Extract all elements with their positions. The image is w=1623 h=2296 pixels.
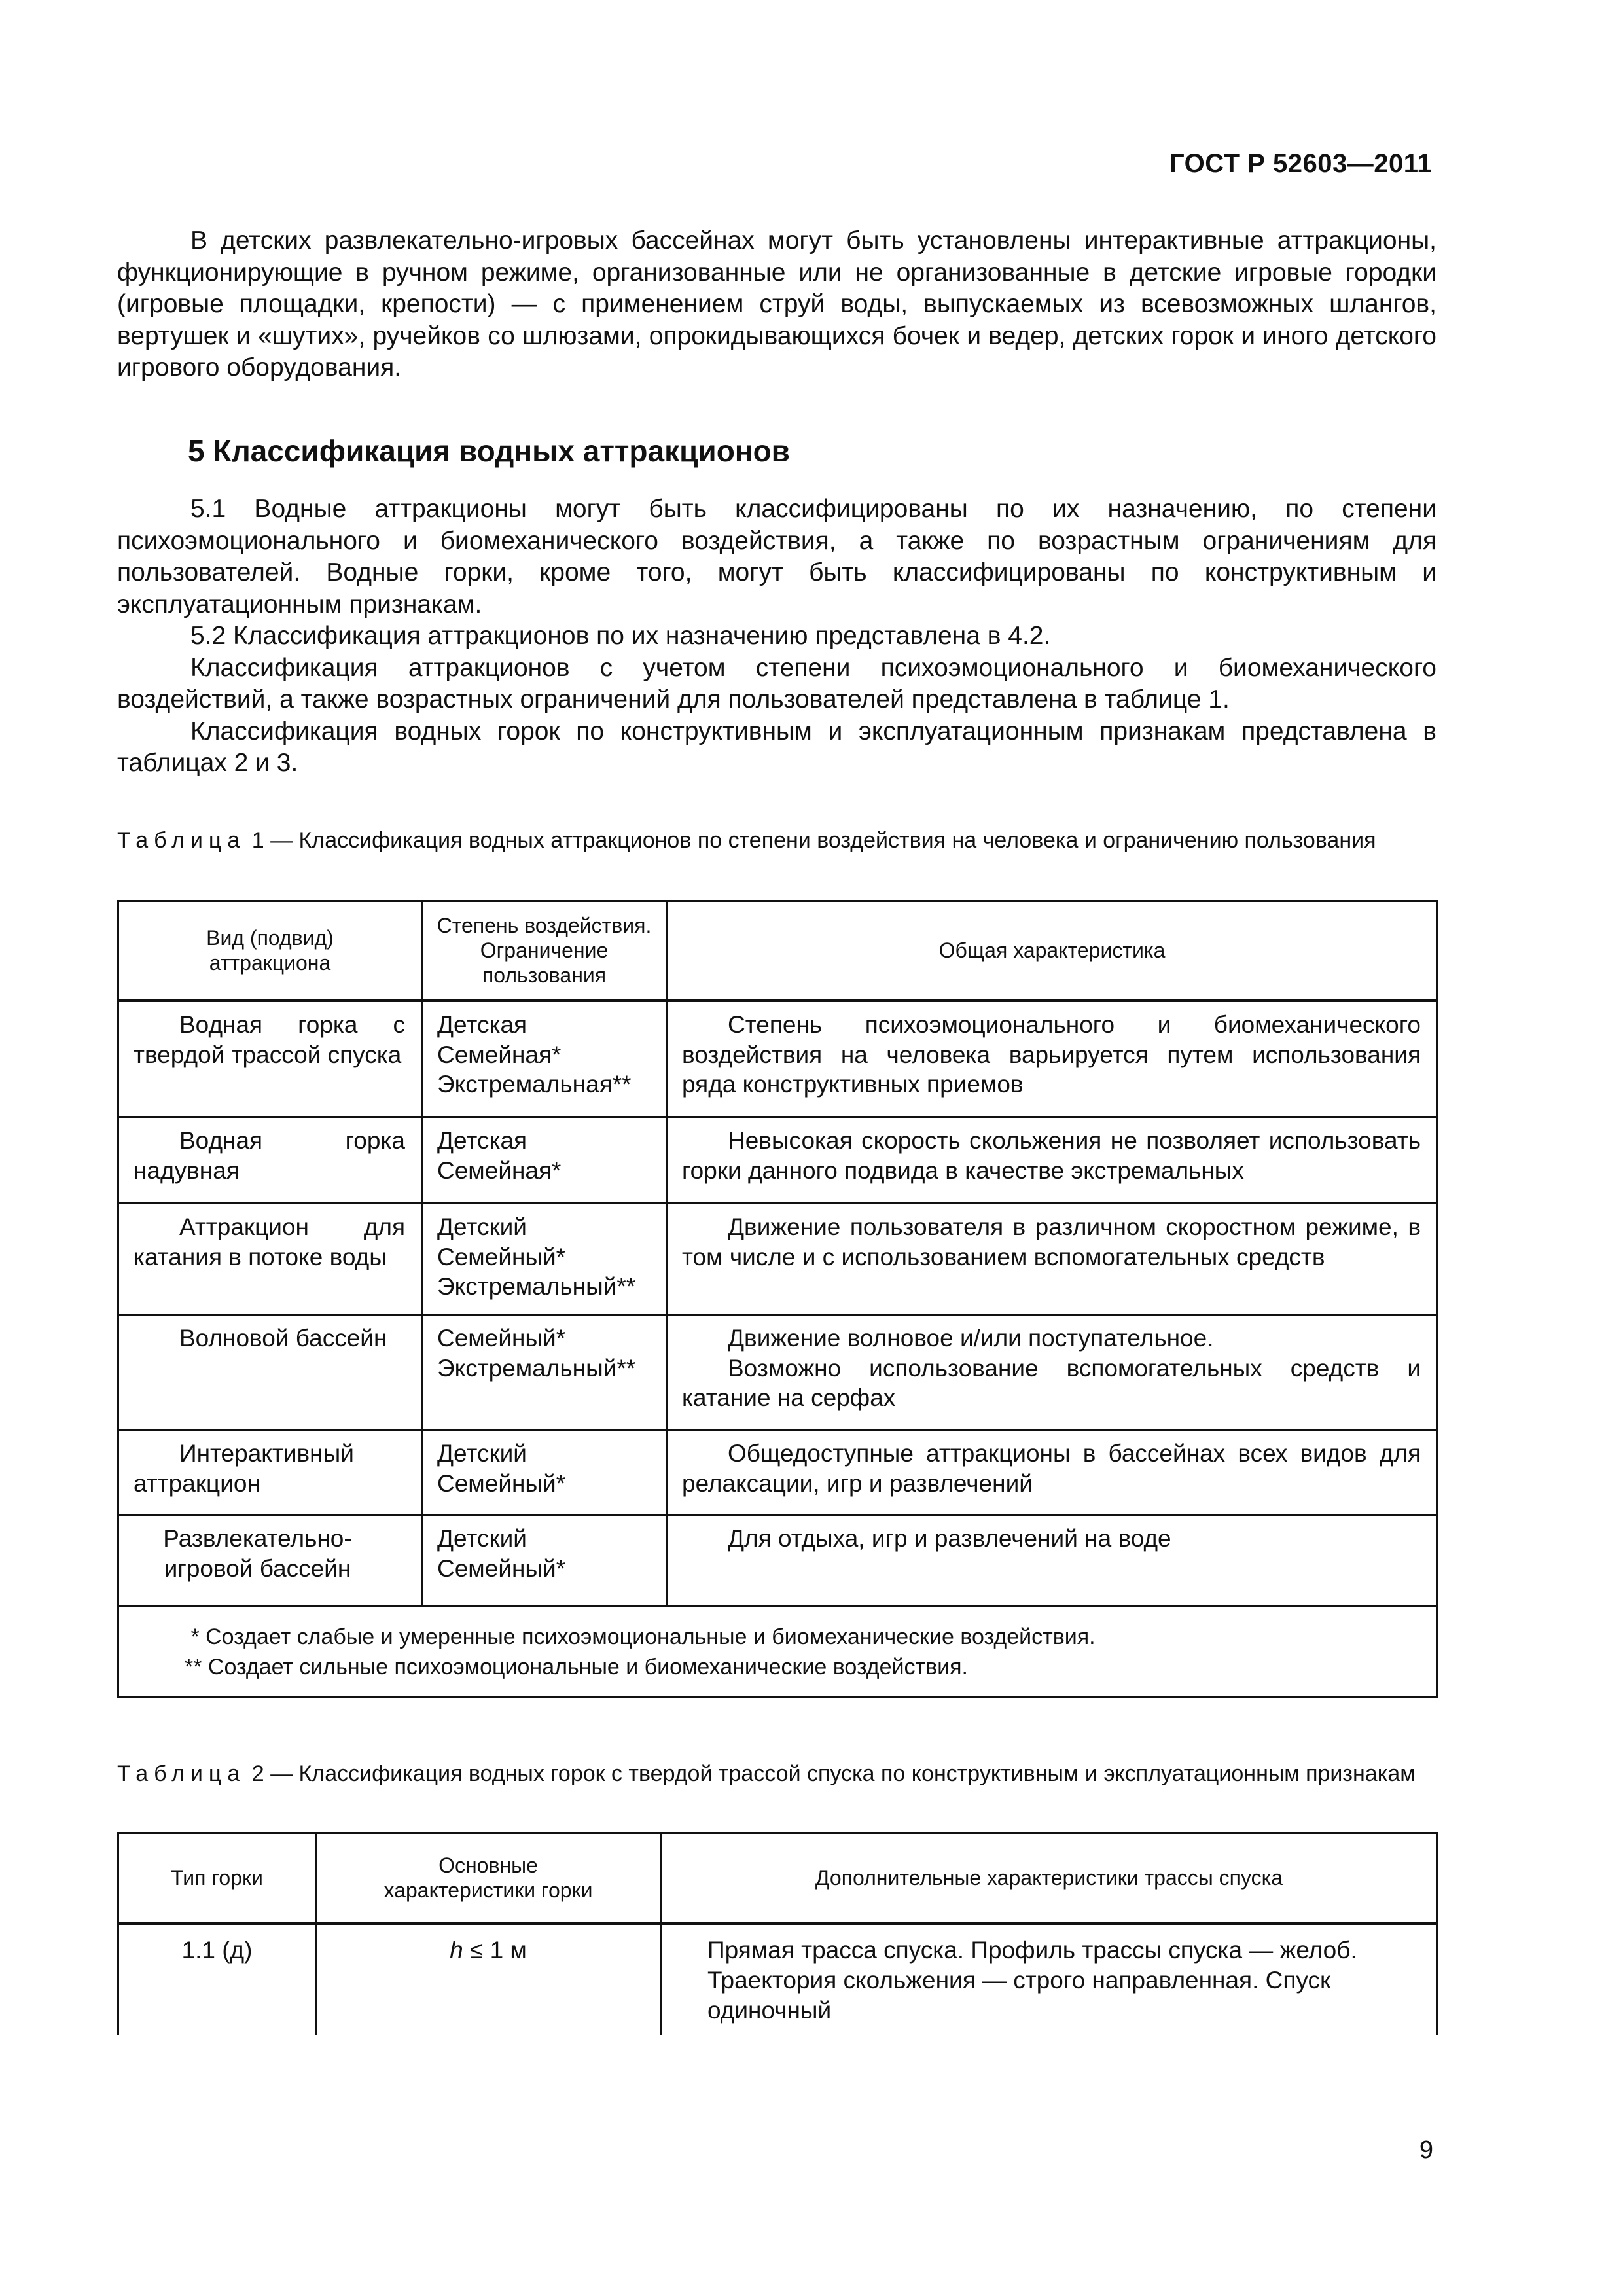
section-heading: 5 Классификация водных аттракционов: [188, 434, 790, 468]
table2-cell-main: h ≤ 1 м: [316, 1924, 661, 2036]
table1-cell-type: Водная горка надувная: [118, 1117, 422, 1204]
table2: [117, 1832, 1438, 2035]
table-row: [118, 1117, 1438, 1204]
table1-cell-degree: Детский Семейный*: [422, 1515, 667, 1607]
footnote-double-star: ** Создает сильные психоэмоциональные и биомеханические воздействия.: [185, 1655, 969, 1679]
table1-header-description: Общая характеристика: [667, 901, 1438, 1001]
table2-caption: Таблица 2 — Классификация водных горок с твердой трассой спуска по конструктивным и эксплуатационным признакам: [117, 1761, 1416, 1786]
footnote-single-star: * Создает слабые и умеренные психоэмоциональные и биомеханические воздействия.: [185, 1624, 1096, 1649]
paragraph-table1-ref: Классификация аттракционов с учетом степени психоэмоционального и биомеханического воздействий, а также возрастных ограничений для пользователей представлена в таблице 1.: [117, 653, 1436, 713]
table2-header-row: [118, 1833, 1438, 1924]
table1-cell-type: Интерактивный аттракцион: [118, 1430, 422, 1515]
table1-cell-description: Невысокая скорость скольжения не позволяет использовать горки данного подвида в качестве экстремальных: [667, 1117, 1438, 1204]
table1-cell-type: Волновой бассейн: [118, 1315, 422, 1430]
table1-cell-type: Водная горка с твердой трассой спуска: [118, 1001, 422, 1117]
table1-header-degree: Степень воздействия. Ограничение пользования: [422, 901, 667, 1001]
paragraph-5-2: 5.2 Классификация аттракционов по их назначению представлена в 4.2.: [190, 622, 1051, 650]
table1-cell-description: Движение пользователя в различном скоростном режиме, в том числе и с использованием вспомогательных средств: [667, 1204, 1438, 1315]
table-row: [118, 1924, 1438, 2036]
document-code: ГОСТ Р 52603—2011: [1169, 149, 1432, 178]
table2-header-extra: Дополнительные характеристики трассы спуска: [661, 1833, 1438, 1924]
table1-cell-degree: Детский Семейный* Экстремальный**: [422, 1204, 667, 1315]
table1-header-row: [118, 901, 1438, 1001]
table1-header-type: Вид (подвид) аттракциона: [118, 901, 422, 1001]
table-row: [118, 1001, 1438, 1117]
table1-cell-description: Для отдыха, игр и развлечений на воде: [667, 1515, 1438, 1607]
table1-footnotes: [118, 1607, 1438, 1698]
table1-cell-description: Степень психоэмоционального и биомеханического воздействия на человека варьируется путем использования ряда конструктивных приемов: [667, 1001, 1438, 1117]
table2-header-main: Основные характеристики горки: [316, 1833, 661, 1924]
table1-cell-degree: Детская Семейная*: [422, 1117, 667, 1204]
paragraph-table23-ref: Классификация водных горок по конструктивным и эксплуатационным признакам представлена в таблицах 2 и 3.: [117, 717, 1436, 777]
page-number: 9: [1419, 2136, 1433, 2164]
table1-cell-degree: Детская Семейная* Экстремальная**: [422, 1001, 667, 1117]
table2-header-type: Тип горки: [118, 1833, 316, 1924]
table1-cell-degree: Детский Семейный*: [422, 1430, 667, 1515]
table-row: [118, 1315, 1438, 1430]
table-row: [118, 1204, 1438, 1315]
table-row: [118, 1430, 1438, 1515]
table1-cell-description: Общедоступные аттракционы в бассейнах всех видов для релаксации, игр и развлечений: [667, 1430, 1438, 1515]
table1-cell-type: Развлекательно-игровой бассейн: [118, 1515, 422, 1607]
section-body: [117, 493, 1436, 780]
table2-cell-extra: Прямая трасса спуска. Профиль трассы спуска — желоб. Траектория скольжения — строго направленная. Спуск одиночный: [661, 1924, 1438, 2036]
table2-cell-type: 1.1 (д): [118, 1924, 316, 2036]
paragraph-5-1: 5.1 Водные аттракционы могут быть классифицированы по их назначению, по степени психоэмоционального и биомеханического воздействия, а также по возрастным ограничениям для пользователей. Водные горки, кроме того, могут быть классифицированы по конструктивным и эксплуатационным признакам.: [117, 495, 1436, 619]
table1-caption: Таблица 1 — Классификация водных аттракционов по степени воздействия на человека и ограничению пользования: [117, 828, 1376, 853]
table-row: [118, 1515, 1438, 1607]
table1: [117, 900, 1438, 1698]
table1-cell-description: Движение волновое и/или поступательное. Возможно использование вспомогательных средств и катание на серфах: [667, 1315, 1438, 1430]
table1-cell-type: Аттракцион для катания в потоке воды: [118, 1204, 422, 1315]
intro-paragraph: В детских развлекательно-игровых бассейнах могут быть установлены интерактивные аттракционы, функционирующие в ручном режиме, организованные или не организованные в детские игровые городки (игровые площадки, крепости) — с применением струй воды, выпускаемых из всевозможных шлангов, вертушек и «шутих», ручейков со шлюзами, опрокидывающихся бочек и ведер, детских горок и иного детского игрового оборудования.: [117, 226, 1436, 382]
table1-footnote-row: [118, 1607, 1438, 1698]
table1-cell-degree: Семейный* Экстремальный**: [422, 1315, 667, 1430]
